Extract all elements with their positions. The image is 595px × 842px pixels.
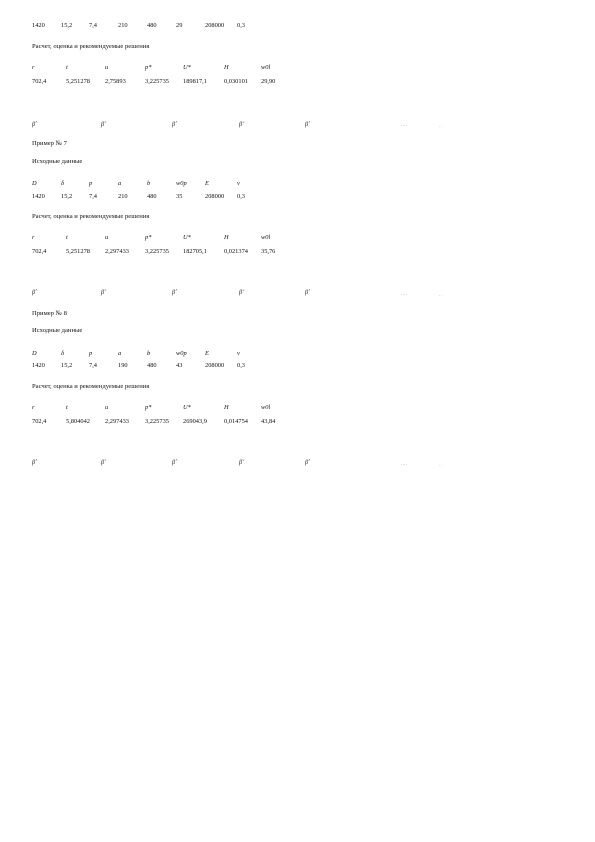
header-p-star: p* [145,234,152,241]
header-a: a [118,180,122,187]
header-H: H [224,404,229,411]
header-r: r [32,404,35,411]
value-u: 2,297433 [105,418,129,425]
cell-D: 1420 [32,362,45,369]
cell-a: 210 [118,193,128,200]
formula-symbol: · · [439,125,442,129]
value-t: 5,251278 [66,78,90,85]
header-H: H [224,64,229,71]
formula-symbol: β̂ [32,122,35,128]
header-U-star: U* [183,234,191,241]
header-D: D [32,180,37,187]
value-w0l: 43,84 [261,418,276,425]
header-nu: ν [237,180,240,187]
formula-symbol: β̃ [239,290,242,296]
value-w0l: 29,90 [261,78,276,85]
calc-heading: Расчет, оценка и рекомендуемые решения [32,213,150,220]
cell-a: 210 [118,22,128,29]
header-w0l: w0l [261,234,271,241]
formula-symbol: β̂ [305,122,308,128]
cell-p: 7,4 [89,22,97,29]
formula-symbol: β̂ [305,460,308,466]
value-p-star: 3,225735 [145,418,169,425]
cell-nu: 0,3 [237,362,245,369]
cell-b: 480 [147,22,157,29]
formula-symbol: β̃ [101,122,104,128]
formula-symbol: · · · · [401,463,407,467]
value-H: 0,014754 [224,418,248,425]
cell-D: 1420 [32,193,45,200]
cell-nu: 0,3 [237,22,245,29]
source-heading: Исходные данные [32,327,83,334]
cell-w0p: 29 [176,22,183,29]
header-U-star: U* [183,404,191,411]
header-H: H [224,234,229,241]
header-b: b [147,350,151,357]
cell-E: 208000 [205,193,225,200]
value-H: 0,021374 [224,248,248,255]
formula-symbol: β̃ [239,460,242,466]
formula-symbol: β̂ [172,290,175,296]
cell-p: 7,4 [89,362,97,369]
header-p-star: p* [145,64,152,71]
calc-heading: Расчет, оценка и рекомендуемые решения [32,43,150,50]
cell-p: 7,4 [89,193,97,200]
header-nu: ν [237,350,240,357]
value-u: 2,75893 [105,78,126,85]
example-title: Пример № 7 [32,140,67,147]
cell-delta: 15,2 [61,362,73,369]
value-t: 5,804042 [66,418,90,425]
header-t: t [66,234,68,241]
header-t: t [66,64,68,71]
formula-symbol: β̂ [172,460,175,466]
header-D: D [32,350,37,357]
cell-E: 208000 [205,362,225,369]
formula-symbol: β̂ [172,122,175,128]
formula-symbol: · · [439,294,442,298]
value-U-star: 189817,1 [183,78,207,85]
cell-w0p: 43 [176,362,183,369]
value-r: 702,4 [32,418,47,425]
value-r: 702,4 [32,78,47,85]
cell-a: 190 [118,362,128,369]
cell-delta: 15,2 [61,193,73,200]
header-delta: δ [61,180,64,187]
header-U-star: U* [183,64,191,71]
header-E: E [205,350,209,357]
formula-symbol: β̂ [32,290,35,296]
header-r: r [32,64,35,71]
value-U-star: 269043,9 [183,418,207,425]
header-t: t [66,404,68,411]
value-H: 0,030101 [224,78,248,85]
value-p-star: 3,225735 [145,248,169,255]
header-u: u [105,64,109,71]
value-t: 5,251278 [66,248,90,255]
formula-symbol: β̃ [239,122,242,128]
formula-symbol: β̂ [305,290,308,296]
cell-b: 480 [147,193,157,200]
header-w0l: w0l [261,64,271,71]
source-heading: Исходные данные [32,158,83,165]
example-title: Пример № 8 [32,310,67,317]
cell-w0p: 35 [176,193,183,200]
formula-symbol: · · · · [401,293,407,297]
value-p-star: 3,225735 [145,78,169,85]
header-w0p: w0p [176,350,187,357]
header-p-star: p* [145,404,152,411]
formula-symbol: β̃ [101,290,104,296]
header-delta: δ [61,350,64,357]
header-r: r [32,234,35,241]
header-u: u [105,234,109,241]
cell-D: 1420 [32,22,45,29]
calc-heading: Расчет, оценка и рекомендуемые решения [32,383,150,390]
header-u: u [105,404,109,411]
cell-delta: 15,2 [61,22,73,29]
header-E: E [205,180,209,187]
formula-symbol: β̂ [32,460,35,466]
cell-E: 208000 [205,22,225,29]
value-U-star: 182705,1 [183,248,207,255]
cell-b: 480 [147,362,157,369]
header-p: p [89,350,93,357]
formula-symbol: β̃ [101,460,104,466]
formula-symbol: · · · · [401,124,407,128]
header-b: b [147,180,151,187]
cell-nu: 0,3 [237,193,245,200]
formula-symbol: · · [439,464,442,468]
header-p: p [89,180,93,187]
value-w0l: 35,76 [261,248,276,255]
header-w0p: w0p [176,180,187,187]
value-u: 2,297433 [105,248,129,255]
value-r: 702,4 [32,248,47,255]
header-w0l: w0l [261,404,271,411]
header-a: a [118,350,122,357]
